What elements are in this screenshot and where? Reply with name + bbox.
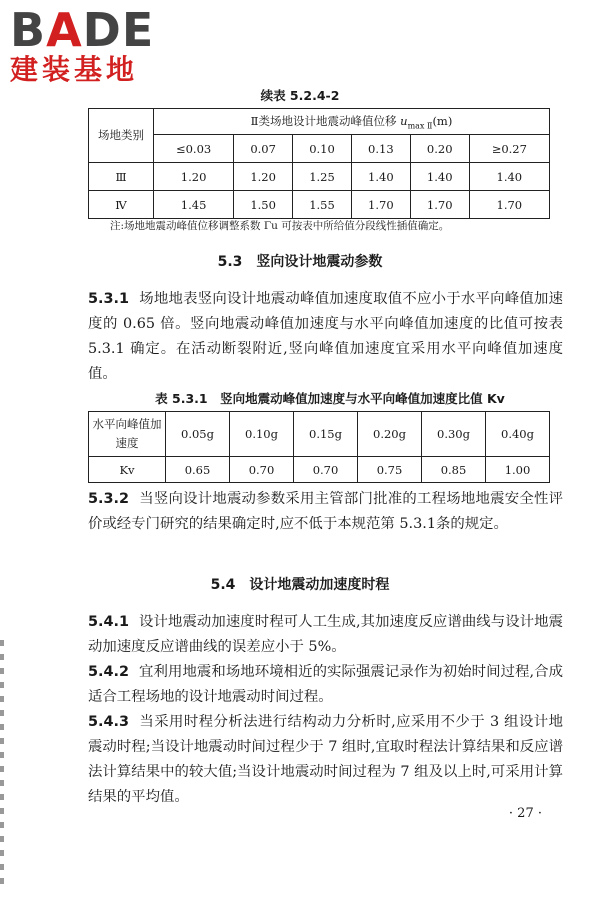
table-cell: 0.70	[230, 457, 294, 483]
table-cell: 1.70	[351, 191, 410, 219]
col-header: 0.40g	[486, 412, 550, 457]
table-cell: 1.70	[410, 191, 469, 219]
vertical-ratio-table	[88, 411, 550, 483]
table-row	[89, 191, 550, 219]
displacement-coefficient-table	[88, 108, 550, 219]
table1-note: 注:场地地震动峰值位移调整系数 Γu 可按表中所给值分段线性插值确定。	[110, 220, 450, 232]
table-cell: 1.40	[351, 163, 410, 191]
bade-logo	[10, 3, 175, 86]
col-header: 0.30g	[422, 412, 486, 457]
table-row	[89, 163, 550, 191]
col-header: 0.07	[234, 135, 293, 163]
table-cell: 0.85	[422, 457, 486, 483]
table-cell: 1.20	[154, 163, 234, 191]
header-displacement: Ⅱ类场地设计地震动峰值位移 $u_{max Ⅱ}(m)$	[154, 109, 550, 135]
table-row	[89, 457, 550, 483]
table-cell: 1.00	[486, 457, 550, 483]
logo-subtitle: 建装基地	[10, 53, 139, 86]
row-label: Ⅳ	[89, 191, 154, 219]
col-header: 0.10	[293, 135, 352, 163]
table-cell: 1.70	[469, 191, 549, 219]
section-title-5-3: 5.3 竖向设计地震动参数	[217, 254, 383, 270]
table-cell: 1.20	[234, 163, 293, 191]
header-horizontal-accel: 水平向峰值加速度	[89, 412, 166, 457]
col-header: 0.13	[351, 135, 410, 163]
col-header: ≤0.03	[154, 135, 234, 163]
row-label: Kv	[89, 457, 166, 483]
col-header: 0.15g	[294, 412, 358, 457]
row-label: Ⅲ	[89, 163, 154, 191]
table-cell: 0.70	[294, 457, 358, 483]
clause-5-3-1: 5.3.1 场地地表竖向设计地震动峰值加速度取值不应小于水平向峰值加速度的 0.65 倍。竖向地震动峰值加速度与水平向峰值加速度的比值可按表 5.3.1 确定。在活动断裂附近,竖向峰值加速度宜采用水平向峰值加速度值。	[88, 291, 563, 382]
logo-wordmark: BADE	[10, 3, 155, 57]
table-cell: 0.65	[166, 457, 230, 483]
clause-5-3-2: 5.3.2 当竖向设计地震动参数采用主管部门批准的工程场地地震安全性评价或经专门研究的结果确定时,应不低于本规范第 5.3.1条的规定。	[88, 491, 563, 532]
header-site-class: 场地类别	[89, 109, 154, 163]
table2-caption: 表 5.3.1 竖向地震动峰值加速度与水平向峰值加速度比值 Kv	[155, 391, 505, 406]
table-cell: 1.25	[293, 163, 352, 191]
table-cell: 1.55	[293, 191, 352, 219]
section-title-5-4: 5.4 设计地震动加速度时程	[210, 577, 390, 593]
col-header: ≥0.27	[469, 135, 549, 163]
binding-edge-marks	[0, 640, 4, 890]
clause-5-4-3: 5.4.3 当采用时程分析法进行结构动力分析时,应采用不少于 3 组设计地震动时程;当设计地震动时间过程少于 7 组时,宜取时程法计算结果和反应谱法计算结果中的较大值;当设计地震动时间过程为 7 组及以上时,可采用计算结果的平均值。	[88, 714, 563, 805]
table-cell: 0.75	[358, 457, 422, 483]
col-header: 0.20g	[358, 412, 422, 457]
col-header: 0.05g	[166, 412, 230, 457]
clause-5-4-1: 5.4.1 设计地震动加速度时程可人工生成,其加速度反应谱曲线与设计地震动加速度反应谱曲线的误差应小于 5%。	[88, 614, 563, 655]
table-cell: 1.50	[234, 191, 293, 219]
table1-caption: 续表 5.2.4-2	[260, 88, 340, 103]
table-cell: 1.45	[154, 191, 234, 219]
col-header: 0.20	[410, 135, 469, 163]
table-cell: 1.40	[469, 163, 549, 191]
col-header: 0.10g	[230, 412, 294, 457]
table-cell: 1.40	[410, 163, 469, 191]
clause-5-4-2: 5.4.2 宜利用地震和场地环境相近的实际强震记录作为初始时间过程,合成适合工程场地的设计地震动时间过程。	[88, 664, 563, 705]
page-number: · 27 ·	[508, 806, 542, 821]
